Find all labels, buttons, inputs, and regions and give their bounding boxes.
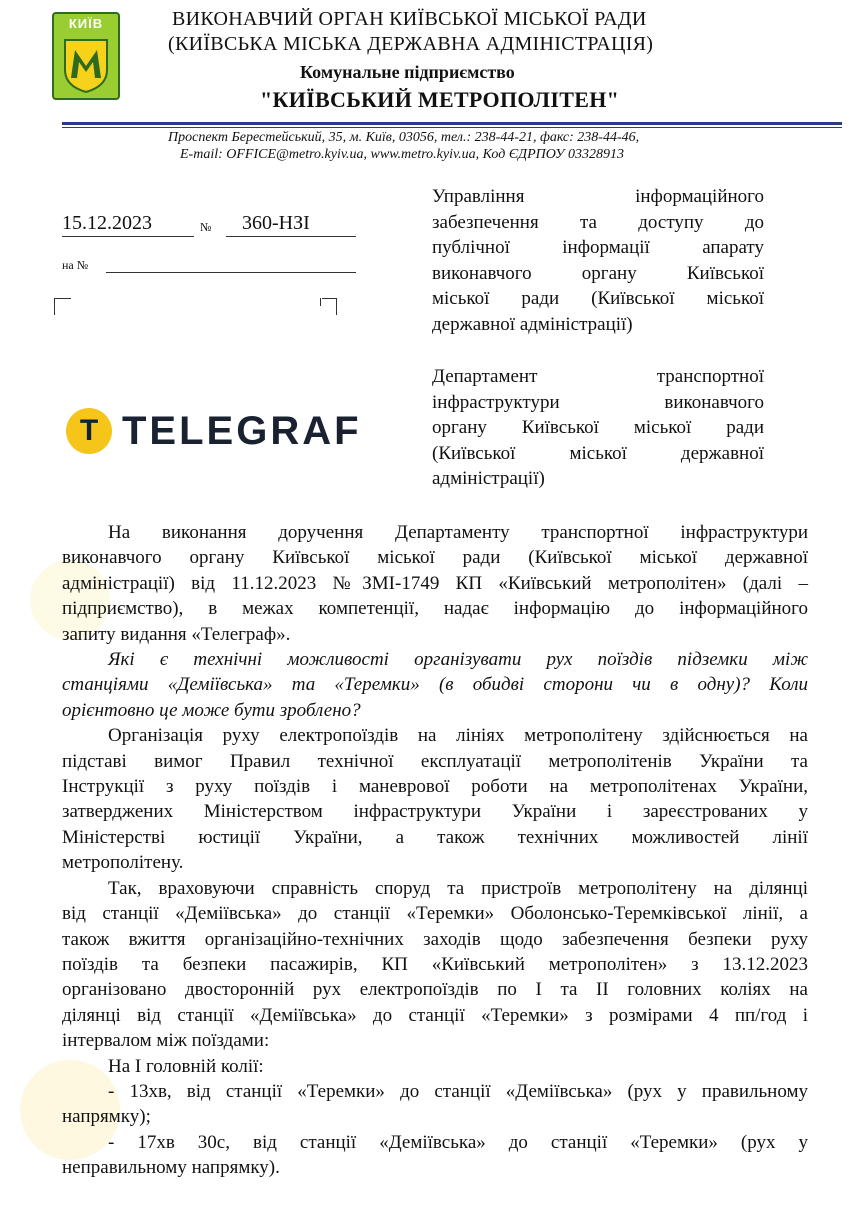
header-divider <box>62 122 842 125</box>
list-item-interval <box>62 1079 808 1130</box>
header-divider-thin <box>62 127 842 128</box>
addressee-line: виконавчого органу Київської <box>432 262 764 284</box>
telegraf-glyph: T <box>79 414 99 447</box>
paragraph-track-heading <box>62 1054 808 1079</box>
addressee-line: Департамент транспортної <box>432 366 764 387</box>
addressee-line: державної адміністрації) <box>432 313 633 335</box>
list-item-interval <box>62 1130 808 1181</box>
header-enterprise-type: Комунальне підприємство <box>300 62 515 82</box>
paragraph-regulations <box>62 723 808 875</box>
paragraph-intro <box>62 520 808 647</box>
body-line: неправильному напрямку). <box>62 1157 280 1179</box>
body-line: Міністерстві юстиції України, а також технічних можливостей лінії <box>62 826 808 848</box>
subject-bracket-right <box>322 298 337 315</box>
number-underline <box>226 236 356 237</box>
body-line: інтервалом між поїздами: <box>62 1030 270 1052</box>
body-line: організовано двосторонній рух електропоїздів по І та ІІ головних коліях на <box>62 979 808 1001</box>
paragraph-operations <box>62 876 808 1054</box>
body-line: На виконання доручення Департаменту транспортної інфраструктури <box>108 522 808 543</box>
outgoing-date: 15.12.2023 <box>62 212 152 234</box>
outgoing-number: 360-НЗІ <box>242 212 310 234</box>
body-line: виконавчого органу Київської міської ради (Київської міської державної <box>62 547 808 569</box>
addressee-line: забезпечення та доступу до <box>432 211 764 233</box>
header-contacts: E-mail: OFFICE@metro.kyiv.ua, www.metro.kyiv.ua, Код ЄДРПОУ 03328913 <box>180 147 624 162</box>
body-line: ділянці від станції «Деміївська» до станції «Теремки» з розмірами 4 пп/год і <box>62 1004 808 1026</box>
body-line: підприємство), в межах компетенції, надає інформацію до інформаційного <box>62 598 808 620</box>
telegraf-logo-text: TELEGRAF <box>122 409 362 453</box>
body-line: станціями «Деміївська» та «Теремки» (в обидві сторони чи в одну)? Коли <box>62 674 808 696</box>
body-line: поїздів та безпеки пасажирів, КП «Київський метрополітен» з 13.12.2023 <box>62 953 808 975</box>
body-line: також вжиття організаційно-технічних заходів щодо забезпечення безпеки руху <box>62 928 808 950</box>
subject-bracket-tick <box>320 298 321 306</box>
body-line: Які є технічні можливості організувати рух поїздів підземки між <box>108 649 808 671</box>
addressee-line: адміністрації) <box>432 468 545 489</box>
reference-label: на № <box>62 258 89 272</box>
paragraph-question <box>62 647 808 723</box>
body-line: Інструкції з руху поїздів і маневрової роботи на метрополітенах України, <box>62 776 808 798</box>
header-address: Проспект Берестейський, 35, м. Київ, 03056, тел.: 238-44-21, факс: 238-44-46, <box>168 130 640 145</box>
body-line: - 17хв 30с, від станції «Деміївська» до станції «Теремки» (рух у <box>108 1131 808 1153</box>
addressee-line: інфраструктури виконавчого <box>432 391 764 413</box>
addressee-block <box>432 184 764 337</box>
body-line: запиту видання «Телеграф». <box>62 623 291 645</box>
body-line: - 13хв, від станції «Теремки» до станції «Деміївська» (рух у правильному <box>108 1080 808 1102</box>
body-line: від станції «Деміївська» до станції «Теремки» Оболонсько-Теремківської лінії, а <box>62 903 808 925</box>
header-org-line2: (КИЇВСЬКА МІСЬКА ДЕРЖАВНА АДМІНІСТРАЦІЯ) <box>168 33 654 55</box>
date-underline <box>62 236 194 237</box>
reference-underline <box>106 272 356 273</box>
body-line: напрямку); <box>62 1106 151 1128</box>
body-line: Так, враховуючи справність споруд та пристроїв метрополітену на ділянці <box>108 877 808 899</box>
subject-bracket-left <box>54 298 71 315</box>
addressee-line: публічної інформації апарату <box>432 237 764 258</box>
telegraf-logo-icon <box>66 408 112 454</box>
body-line: підставі вимог Правил технічної експлуатації метрополітенів України та <box>62 750 808 772</box>
logo-city-label: КИЇВ <box>68 16 104 31</box>
addressee-line: (Київської міської державної <box>432 442 764 464</box>
metro-m-icon <box>61 36 111 94</box>
letter-body <box>62 520 808 1181</box>
header-enterprise-name: "КИЇВСЬКИЙ МЕТРОПОЛІТЕН" <box>260 87 620 112</box>
addressee-line: органу Київської міської ради <box>432 417 764 438</box>
body-line: На І головній колії: <box>108 1055 264 1077</box>
metro-logo <box>52 12 120 100</box>
body-line: адміністрації) від 11.12.2023 №ЗМІ-1749 КП «Київський метрополітен» (далі – <box>62 572 808 594</box>
body-line: орієнтовно це може бути зроблено? <box>62 699 361 721</box>
body-line: Організація руху електропоїздів на лініях метрополітену здійснюється на <box>108 725 808 747</box>
body-line: метрополітену. <box>62 852 184 874</box>
header-org-line1: ВИКОНАВЧИЙ ОРГАН КИЇВСЬКОЇ МІСЬКОЇ РАДИ <box>172 8 647 30</box>
number-sign: № <box>200 220 212 234</box>
body-line: затверджених Міністерством інфраструктури України і зареєстрованих у <box>62 801 808 823</box>
addressee-line: Управління інформаційного <box>432 186 764 207</box>
addressee-line: міської ради (Київської міської <box>432 288 764 309</box>
addressee-block <box>432 364 764 492</box>
